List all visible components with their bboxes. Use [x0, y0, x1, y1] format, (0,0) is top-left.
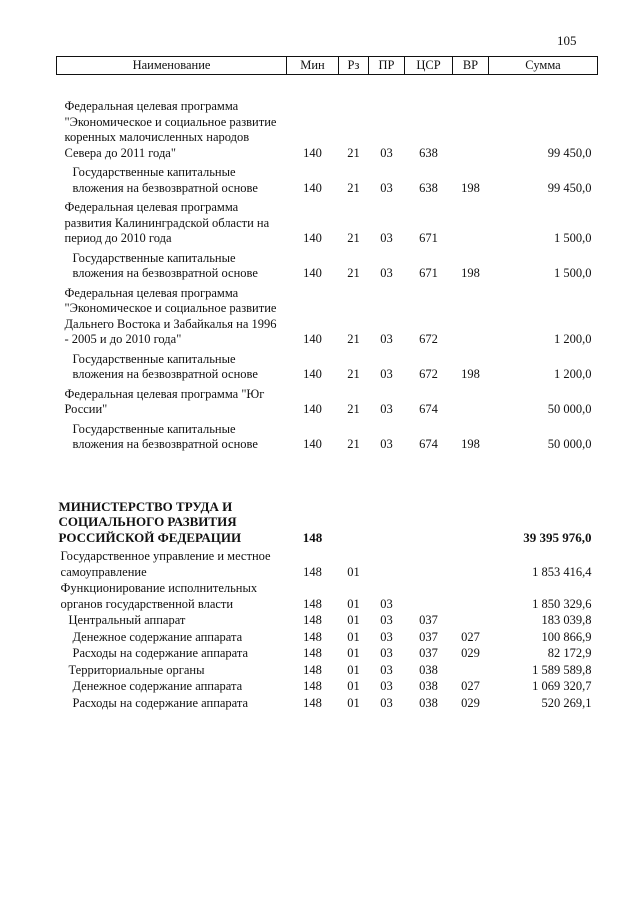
row-vr	[453, 282, 489, 348]
row-csr: 674	[419, 402, 438, 416]
row-pr: 03	[380, 367, 393, 381]
row-csr: 038	[419, 695, 438, 710]
row-sum: 39 395 976,0	[523, 529, 592, 545]
row-name: Функционирование исполнительных органов государственной власти	[60, 581, 258, 611]
page-number: 105	[557, 33, 577, 48]
table-row	[57, 580, 598, 612]
row-pr: 03	[380, 695, 393, 710]
row-vr: 029	[461, 646, 480, 660]
row-name: МИНИСТЕРСТВО ТРУДА И СОЦИАЛЬНОГО РАЗВИТИЯ РОССИЙСКОЙ ФЕДЕРАЦИИ	[58, 498, 242, 545]
row-vr	[453, 453, 489, 546]
table-row	[57, 282, 598, 348]
row-min: 140	[303, 231, 322, 245]
row-csr: 038	[419, 662, 438, 677]
row-rz: 01	[347, 564, 360, 579]
row-sum: 1 200,0	[554, 332, 592, 346]
row-min: 140	[303, 402, 322, 416]
row-rz: 01	[347, 646, 360, 660]
row-csr: 674	[419, 437, 438, 451]
row-vr: 027	[461, 629, 480, 644]
row-sum: 100 866,9	[541, 629, 592, 644]
row-sum: 1 850 329,6	[532, 596, 592, 611]
table-row-ministry	[57, 453, 598, 546]
row-pr: 03	[380, 266, 393, 280]
row-vr: 198	[461, 367, 480, 381]
row-pr: 03	[380, 231, 393, 245]
table-row	[57, 612, 598, 629]
row-pr: 03	[380, 596, 393, 611]
row-csr: 038	[419, 679, 438, 693]
row-min: 140	[303, 437, 322, 451]
row-rz: 21	[347, 367, 360, 381]
header-min: Мин	[287, 57, 339, 75]
row-rz: 01	[347, 695, 360, 710]
row-rz: 21	[347, 266, 360, 280]
row-name: Расходы на содержание аппарата	[72, 646, 249, 660]
row-min: 140	[303, 266, 322, 280]
row-csr: 037	[419, 646, 438, 660]
row-sum: 82 172,9	[547, 646, 592, 660]
table-row	[57, 383, 598, 418]
row-min: 148	[303, 629, 322, 644]
row-pr: 03	[380, 332, 393, 346]
row-sum: 183 039,8	[541, 613, 592, 627]
row-vr	[453, 545, 489, 580]
row-min: 140	[303, 332, 322, 346]
table-row	[57, 75, 598, 162]
row-min: 148	[303, 695, 322, 710]
row-min: 148	[303, 646, 322, 660]
row-rz: 01	[347, 613, 360, 627]
table-row	[57, 247, 598, 282]
row-sum: 1 069 320,7	[532, 679, 592, 693]
row-name: Государственные капитальные вложения на безвозвратной основе	[72, 351, 258, 381]
row-name: Денежное содержание аппарата	[72, 679, 243, 693]
table-row	[57, 695, 598, 712]
row-csr	[405, 545, 453, 580]
row-csr: 037	[419, 613, 438, 627]
row-name: Федеральная целевая программа "Юг России"	[64, 386, 265, 416]
header-vr: ВР	[453, 57, 489, 75]
row-min: 148	[303, 564, 322, 579]
row-min: 148	[303, 613, 322, 627]
row-rz: 21	[347, 332, 360, 346]
header-pr: ПР	[369, 57, 405, 75]
row-pr: 03	[380, 180, 393, 195]
row-sum: 50 000,0	[547, 437, 592, 451]
row-csr: 638	[419, 180, 438, 195]
row-vr: 027	[461, 679, 480, 693]
table-row	[57, 348, 598, 383]
header-csr: ЦСР	[405, 57, 453, 75]
table-row	[57, 196, 598, 247]
row-rz: 21	[347, 180, 360, 195]
row-min: 148	[303, 662, 322, 677]
row-sum: 1 200,0	[554, 367, 592, 381]
row-pr: 03	[380, 662, 393, 677]
row-pr: 03	[380, 629, 393, 644]
row-rz: 21	[347, 402, 360, 416]
row-rz	[339, 453, 369, 546]
row-sum: 1 853 416,4	[532, 564, 592, 579]
row-pr	[369, 545, 405, 580]
row-pr	[369, 453, 405, 546]
row-vr: 198	[461, 266, 480, 280]
row-sum: 99 450,0	[547, 180, 592, 195]
table-row	[57, 545, 598, 580]
row-min: 148	[302, 529, 323, 545]
row-rz: 21	[347, 437, 360, 451]
row-pr: 03	[380, 437, 393, 451]
row-sum: 1 500,0	[554, 231, 592, 245]
table-row	[57, 662, 598, 679]
row-csr	[405, 453, 453, 546]
table-header	[57, 57, 598, 75]
row-vr	[453, 383, 489, 418]
row-pr: 03	[380, 613, 393, 627]
row-name: Денежное содержание аппарата	[72, 629, 243, 644]
row-vr	[453, 662, 489, 679]
row-sum: 520 269,1	[541, 695, 592, 710]
row-csr	[405, 580, 453, 612]
row-name: Федеральная целевая программа "Экономическое и социальное развитие коренных малочисленных народов Севера до 2011 года"	[64, 99, 277, 160]
header-rz: Рз	[339, 57, 369, 75]
row-vr	[453, 580, 489, 612]
row-name: Государственное управление и местное самоуправление	[60, 549, 271, 579]
row-name: Государственные капитальные вложения на безвозвратной основе	[72, 421, 258, 451]
row-csr: 671	[419, 266, 438, 280]
header-name: Наименование	[57, 57, 287, 75]
row-name: Территориальные органы	[68, 662, 205, 677]
row-csr: 638	[419, 145, 438, 160]
row-pr: 03	[380, 145, 393, 160]
row-rz: 01	[347, 662, 360, 677]
row-rz: 21	[347, 145, 360, 160]
row-rz: 01	[347, 629, 360, 644]
row-min: 140	[303, 145, 322, 160]
budget-table	[56, 56, 598, 711]
row-vr: 029	[461, 695, 480, 710]
row-sum: 99 450,0	[547, 145, 592, 160]
table-row	[57, 418, 598, 453]
row-name: Федеральная целевая программа "Экономическое и социальное развитие Дальнего Востока и Забайкалья на 1996 - 2005 и до 2010 года"	[64, 285, 277, 346]
row-vr: 198	[461, 180, 480, 195]
row-min: 140	[303, 367, 322, 381]
row-sum: 1 500,0	[554, 266, 592, 280]
row-name: Государственные капитальные вложения на безвозвратной основе	[72, 165, 258, 195]
row-pr: 03	[380, 646, 393, 660]
row-sum: 50 000,0	[547, 402, 592, 416]
row-csr: 672	[419, 367, 438, 381]
row-name: Федеральная целевая программа развития Калининградской области на период до 2010 года	[64, 200, 270, 245]
row-csr: 037	[419, 629, 438, 644]
row-min: 148	[303, 679, 322, 693]
row-vr	[453, 196, 489, 247]
row-rz: 01	[347, 596, 360, 611]
row-sum: 1 589 589,8	[532, 662, 592, 677]
row-min: 140	[303, 180, 322, 195]
table-row	[57, 678, 598, 695]
row-csr: 672	[419, 332, 438, 346]
row-vr	[453, 612, 489, 629]
row-vr: 198	[461, 437, 480, 451]
row-pr: 03	[380, 679, 393, 693]
row-name: Центральный аппарат	[68, 613, 186, 627]
table-row	[57, 161, 598, 196]
row-rz: 21	[347, 231, 360, 245]
row-name: Государственные капитальные вложения на безвозвратной основе	[72, 250, 258, 280]
row-vr	[453, 75, 489, 162]
row-pr: 03	[380, 402, 393, 416]
row-csr: 671	[419, 231, 438, 245]
row-min: 148	[303, 596, 322, 611]
row-rz: 01	[347, 679, 360, 693]
table-row	[57, 645, 598, 662]
row-name: Расходы на содержание аппарата	[72, 695, 249, 710]
table-row	[57, 629, 598, 646]
header-sum: Сумма	[489, 57, 598, 75]
